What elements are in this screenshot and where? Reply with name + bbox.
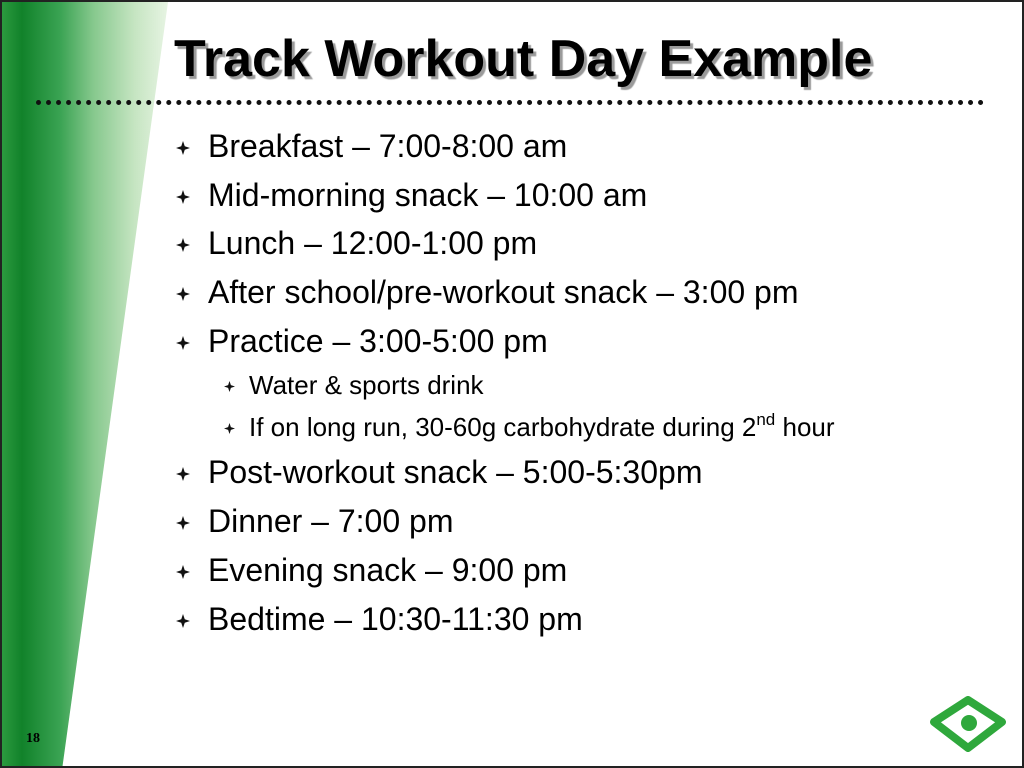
diamond-bullet-icon (176, 565, 190, 579)
diamond-bullet-icon (176, 287, 190, 301)
sub-list-item (224, 368, 484, 402)
list-item-text: Post-workout snack – 5:00-5:30pm (208, 454, 703, 490)
slide-title: Track Workout Day Example (174, 30, 873, 88)
title-divider (36, 100, 984, 105)
diamond-bullet-icon (176, 336, 190, 350)
list-item-text: Practice – 3:00-5:00 pm (208, 323, 548, 359)
diamond-bullet-icon (176, 190, 190, 204)
diamond-bullet-icon (176, 614, 190, 628)
logo-icon (930, 696, 1006, 752)
diamond-bullet-icon (176, 238, 190, 252)
superscript-text: nd (756, 410, 776, 430)
page-number: 18 (26, 731, 40, 746)
list-item-text: Bedtime – 10:30-11:30 pm (208, 601, 583, 637)
list-item (176, 501, 453, 541)
list-item-text: Mid-morning snack – 10:00 am (208, 177, 648, 213)
list-item-text: If on long run, 30-60g carbohydrate during 2 (249, 412, 757, 442)
list-item (176, 272, 799, 312)
list-item-text: Breakfast – 7:00-8:00 am (208, 128, 568, 164)
list-item-text: Evening snack – 9:00 pm (208, 552, 568, 588)
diamond-bullet-icon (176, 141, 190, 155)
green-band-decoration (2, 2, 1024, 768)
list-item (176, 599, 583, 639)
list-item-text-end: hour (775, 412, 835, 442)
list-item-text: After school/pre-workout snack – 3:00 pm (208, 274, 799, 310)
diamond-bullet-icon (176, 516, 190, 530)
diamond-bullet-icon (224, 423, 235, 434)
diamond-bullet-icon (176, 467, 190, 481)
list-item (176, 223, 537, 263)
list-item (176, 126, 567, 166)
list-item (176, 321, 548, 361)
list-item-text: Lunch – 12:00-1:00 pm (208, 225, 538, 261)
sub-list-item (224, 410, 835, 444)
list-item (176, 175, 647, 215)
list-item (176, 550, 567, 590)
list-item (176, 452, 702, 492)
list-item-text: Dinner – 7:00 pm (208, 503, 454, 539)
list-item-text: Water & sports drink (249, 370, 484, 400)
diamond-bullet-icon (224, 381, 235, 392)
